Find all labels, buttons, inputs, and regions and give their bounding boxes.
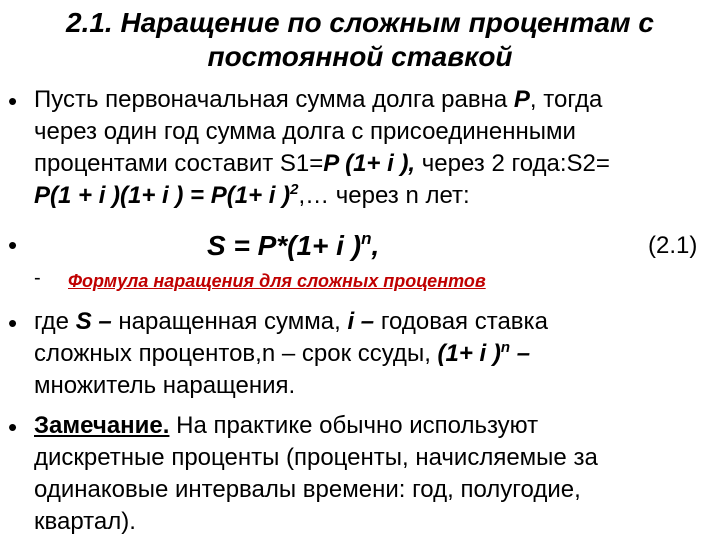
paragraph-4-line-4: квартал). xyxy=(34,508,136,535)
paragraph-1-line-3: процентами составит S1=P (1+ i ), через 2 года:S2= xyxy=(34,150,610,177)
compound-interest-formula: S = P*(1+ i )$^n$, xyxy=(207,229,380,261)
remark-label: Замечание. xyxy=(34,412,170,439)
bullet-point-1: • xyxy=(8,86,18,116)
title-line-2: постоянной ставкой xyxy=(207,41,513,72)
paragraph-3-line-1: где S – наращенная сумма, i – годовая ставка xyxy=(34,308,548,335)
paragraph-4-line-3: одинаковые интервалы времени: год, полугодие, xyxy=(34,476,581,503)
paragraph-1-line-2: через один год сумма долга с присоединенными xyxy=(34,118,576,145)
bullet-point-2: • xyxy=(8,230,18,260)
bullet-point-3: • xyxy=(8,308,18,338)
paragraph-4-line-1: Замечание. На практике обычно используют xyxy=(34,412,539,439)
paragraph-3-line-3: множитель наращения. xyxy=(34,372,296,399)
caption-dash: - xyxy=(34,267,41,289)
bullet-point-4: • xyxy=(8,412,18,442)
paragraph-3-line-2: сложных процентов,n – срок ссуды, (1+ i )$^n$ – xyxy=(34,339,531,367)
paragraph-1-line-4: P(1 + i )(1+ i ) = P(1+ i )$^2$,… через n лет: xyxy=(34,181,470,209)
page-title xyxy=(0,6,720,74)
title-line-1: 2.1. Наращение по сложным процентам с xyxy=(66,7,654,38)
formula-caption: Формула наращения для сложных процентов xyxy=(68,271,486,291)
paragraph-4-line-2: дискретные проценты (проценты, начисляемые за xyxy=(34,444,598,471)
equation-number: (2.1) xyxy=(648,232,698,259)
paragraph-1-line-1: Пусть первоначальная сумма долга равна P, тогда xyxy=(34,86,603,113)
